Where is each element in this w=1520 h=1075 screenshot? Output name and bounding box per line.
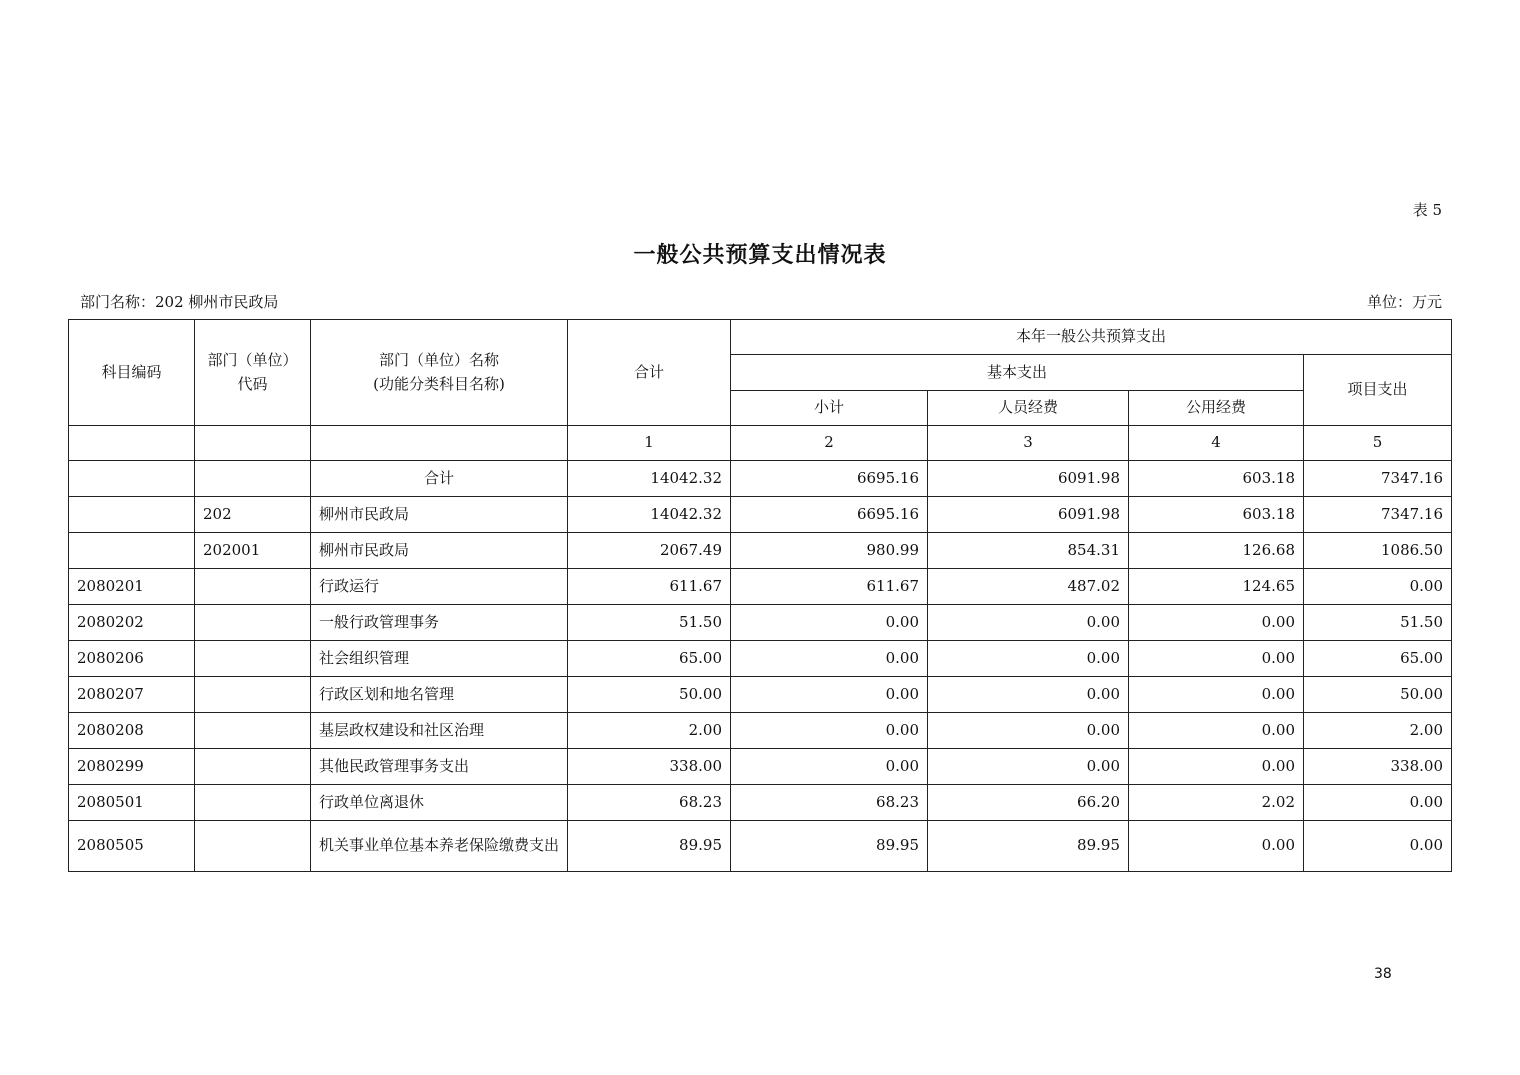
cell-project: 2.00	[1304, 713, 1452, 749]
unit-label: 单位：万元	[1366, 293, 1442, 311]
cell-project: 338.00	[1304, 749, 1452, 785]
budget-table	[68, 319, 1452, 872]
cell-name: 基层政权建设和社区治理	[311, 713, 568, 749]
cell-personnel: 854.31	[928, 533, 1129, 569]
cell-project: 51.50	[1304, 605, 1452, 641]
page-title: 一般公共预算支出情况表	[633, 242, 887, 268]
cell-code: 2080201	[69, 569, 195, 605]
table-row	[69, 533, 1452, 569]
cell-total: 14042.32	[568, 497, 731, 533]
cell-name: 行政区划和地名管理	[311, 677, 568, 713]
cell-public: 0.00	[1129, 605, 1304, 641]
header-total: 合计	[568, 320, 731, 426]
header-blank	[311, 426, 568, 461]
cell-code: 2080299	[69, 749, 195, 785]
header-personnel: 人员经费	[928, 391, 1129, 426]
table-row	[69, 749, 1452, 785]
cell-subtotal: 0.00	[731, 713, 928, 749]
cell-total: 338.00	[568, 749, 731, 785]
cell-name: 合计	[311, 461, 568, 497]
cell-personnel: 0.00	[928, 641, 1129, 677]
cell-dept-code	[195, 821, 311, 872]
cell-total: 89.95	[568, 821, 731, 872]
cell-total: 50.00	[568, 677, 731, 713]
cell-project: 0.00	[1304, 785, 1452, 821]
cell-public: 0.00	[1129, 677, 1304, 713]
header-blank	[195, 426, 311, 461]
cell-total: 2067.49	[568, 533, 731, 569]
cell-public: 2.02	[1129, 785, 1304, 821]
cell-public: 0.00	[1129, 749, 1304, 785]
cell-code: 2080505	[69, 821, 195, 872]
header-basic: 基本支出	[731, 355, 1304, 391]
cell-personnel: 6091.98	[928, 461, 1129, 497]
cell-public: 0.00	[1129, 713, 1304, 749]
table-row	[69, 461, 1452, 497]
table-row	[69, 641, 1452, 677]
table-row	[69, 569, 1452, 605]
cell-personnel: 89.95	[928, 821, 1129, 872]
cell-total: 14042.32	[568, 461, 731, 497]
header-dept-code-line1: 部门（单位）	[207, 351, 298, 370]
col-number: 2	[731, 426, 928, 461]
table-row	[69, 605, 1452, 641]
cell-subtotal: 6695.16	[731, 497, 928, 533]
cell-total: 611.67	[568, 569, 731, 605]
cell-code: 2080202	[69, 605, 195, 641]
header-blank	[69, 426, 195, 461]
cell-subtotal: 0.00	[731, 749, 928, 785]
table-row	[69, 497, 1452, 533]
cell-code: 2080207	[69, 677, 195, 713]
cell-dept-code: 202	[195, 497, 311, 533]
cell-personnel: 6091.98	[928, 497, 1129, 533]
col-number: 3	[928, 426, 1129, 461]
cell-public: 0.00	[1129, 641, 1304, 677]
cell-dept-code	[195, 605, 311, 641]
cell-name: 社会组织管理	[311, 641, 568, 677]
cell-total: 68.23	[568, 785, 731, 821]
cell-subtotal: 0.00	[731, 605, 928, 641]
cell-public: 603.18	[1129, 497, 1304, 533]
cell-public: 603.18	[1129, 461, 1304, 497]
col-number: 5	[1304, 426, 1452, 461]
header-subtotal: 小计	[731, 391, 928, 426]
table-row	[69, 713, 1452, 749]
cell-total: 65.00	[568, 641, 731, 677]
cell-dept-code	[195, 461, 311, 497]
cell-subtotal: 89.95	[731, 821, 928, 872]
cell-dept-code	[195, 569, 311, 605]
cell-name: 行政单位离退休	[311, 785, 568, 821]
department-name: 部门名称：202 柳州市民政局	[80, 293, 279, 311]
cell-name: 柳州市民政局	[311, 533, 568, 569]
col-number: 1	[568, 426, 731, 461]
cell-code	[69, 533, 195, 569]
cell-name: 柳州市民政局	[311, 497, 568, 533]
cell-name: 其他民政管理事务支出	[311, 749, 568, 785]
cell-dept-code	[195, 641, 311, 677]
page-number: 38	[1374, 966, 1392, 982]
cell-public: 0.00	[1129, 821, 1304, 872]
cell-personnel: 66.20	[928, 785, 1129, 821]
cell-public: 126.68	[1129, 533, 1304, 569]
cell-subtotal: 611.67	[731, 569, 928, 605]
cell-personnel: 487.02	[928, 569, 1129, 605]
cell-personnel: 0.00	[928, 713, 1129, 749]
cell-name: 一般行政管理事务	[311, 605, 568, 641]
cell-code: 2080206	[69, 641, 195, 677]
cell-subtotal: 0.00	[731, 677, 928, 713]
header-dept-code	[195, 320, 311, 426]
cell-dept-code	[195, 677, 311, 713]
cell-name: 行政运行	[311, 569, 568, 605]
cell-personnel: 0.00	[928, 605, 1129, 641]
cell-subtotal: 0.00	[731, 641, 928, 677]
cell-dept-code	[195, 749, 311, 785]
table-row	[69, 821, 1452, 872]
header-project: 项目支出	[1304, 355, 1452, 426]
cell-subtotal: 6695.16	[731, 461, 928, 497]
cell-code: 2080501	[69, 785, 195, 821]
cell-project: 0.00	[1304, 821, 1452, 872]
cell-project: 0.00	[1304, 569, 1452, 605]
cell-project: 65.00	[1304, 641, 1452, 677]
cell-project: 1086.50	[1304, 533, 1452, 569]
header-subject-code: 科目编码	[69, 320, 195, 426]
header-dept-name-line1: 部门（单位）名称	[378, 351, 499, 370]
cell-project: 7347.16	[1304, 497, 1452, 533]
header-public: 公用经费	[1129, 391, 1304, 426]
table-number: 表 5	[1412, 201, 1442, 219]
cell-code	[69, 461, 195, 497]
cell-public: 124.65	[1129, 569, 1304, 605]
header-dept-name-line2: (功能分类科目名称)	[373, 374, 505, 393]
cell-dept-code	[195, 785, 311, 821]
col-number: 4	[1129, 426, 1304, 461]
cell-dept-code	[195, 713, 311, 749]
header-dept-code-line2: 代码	[237, 374, 268, 393]
table-row	[69, 785, 1452, 821]
cell-code	[69, 497, 195, 533]
cell-dept-code: 202001	[195, 533, 311, 569]
cell-code: 2080208	[69, 713, 195, 749]
cell-subtotal: 980.99	[731, 533, 928, 569]
cell-project: 7347.16	[1304, 461, 1452, 497]
cell-personnel: 0.00	[928, 677, 1129, 713]
cell-subtotal: 68.23	[731, 785, 928, 821]
header-dept-name	[311, 320, 568, 426]
cell-personnel: 0.00	[928, 749, 1129, 785]
cell-total: 51.50	[568, 605, 731, 641]
cell-project: 50.00	[1304, 677, 1452, 713]
cell-name: 机关事业单位基本养老保险缴费支出	[311, 821, 568, 872]
table-row	[69, 677, 1452, 713]
cell-total: 2.00	[568, 713, 731, 749]
header-current-year: 本年一般公共预算支出	[731, 320, 1452, 355]
